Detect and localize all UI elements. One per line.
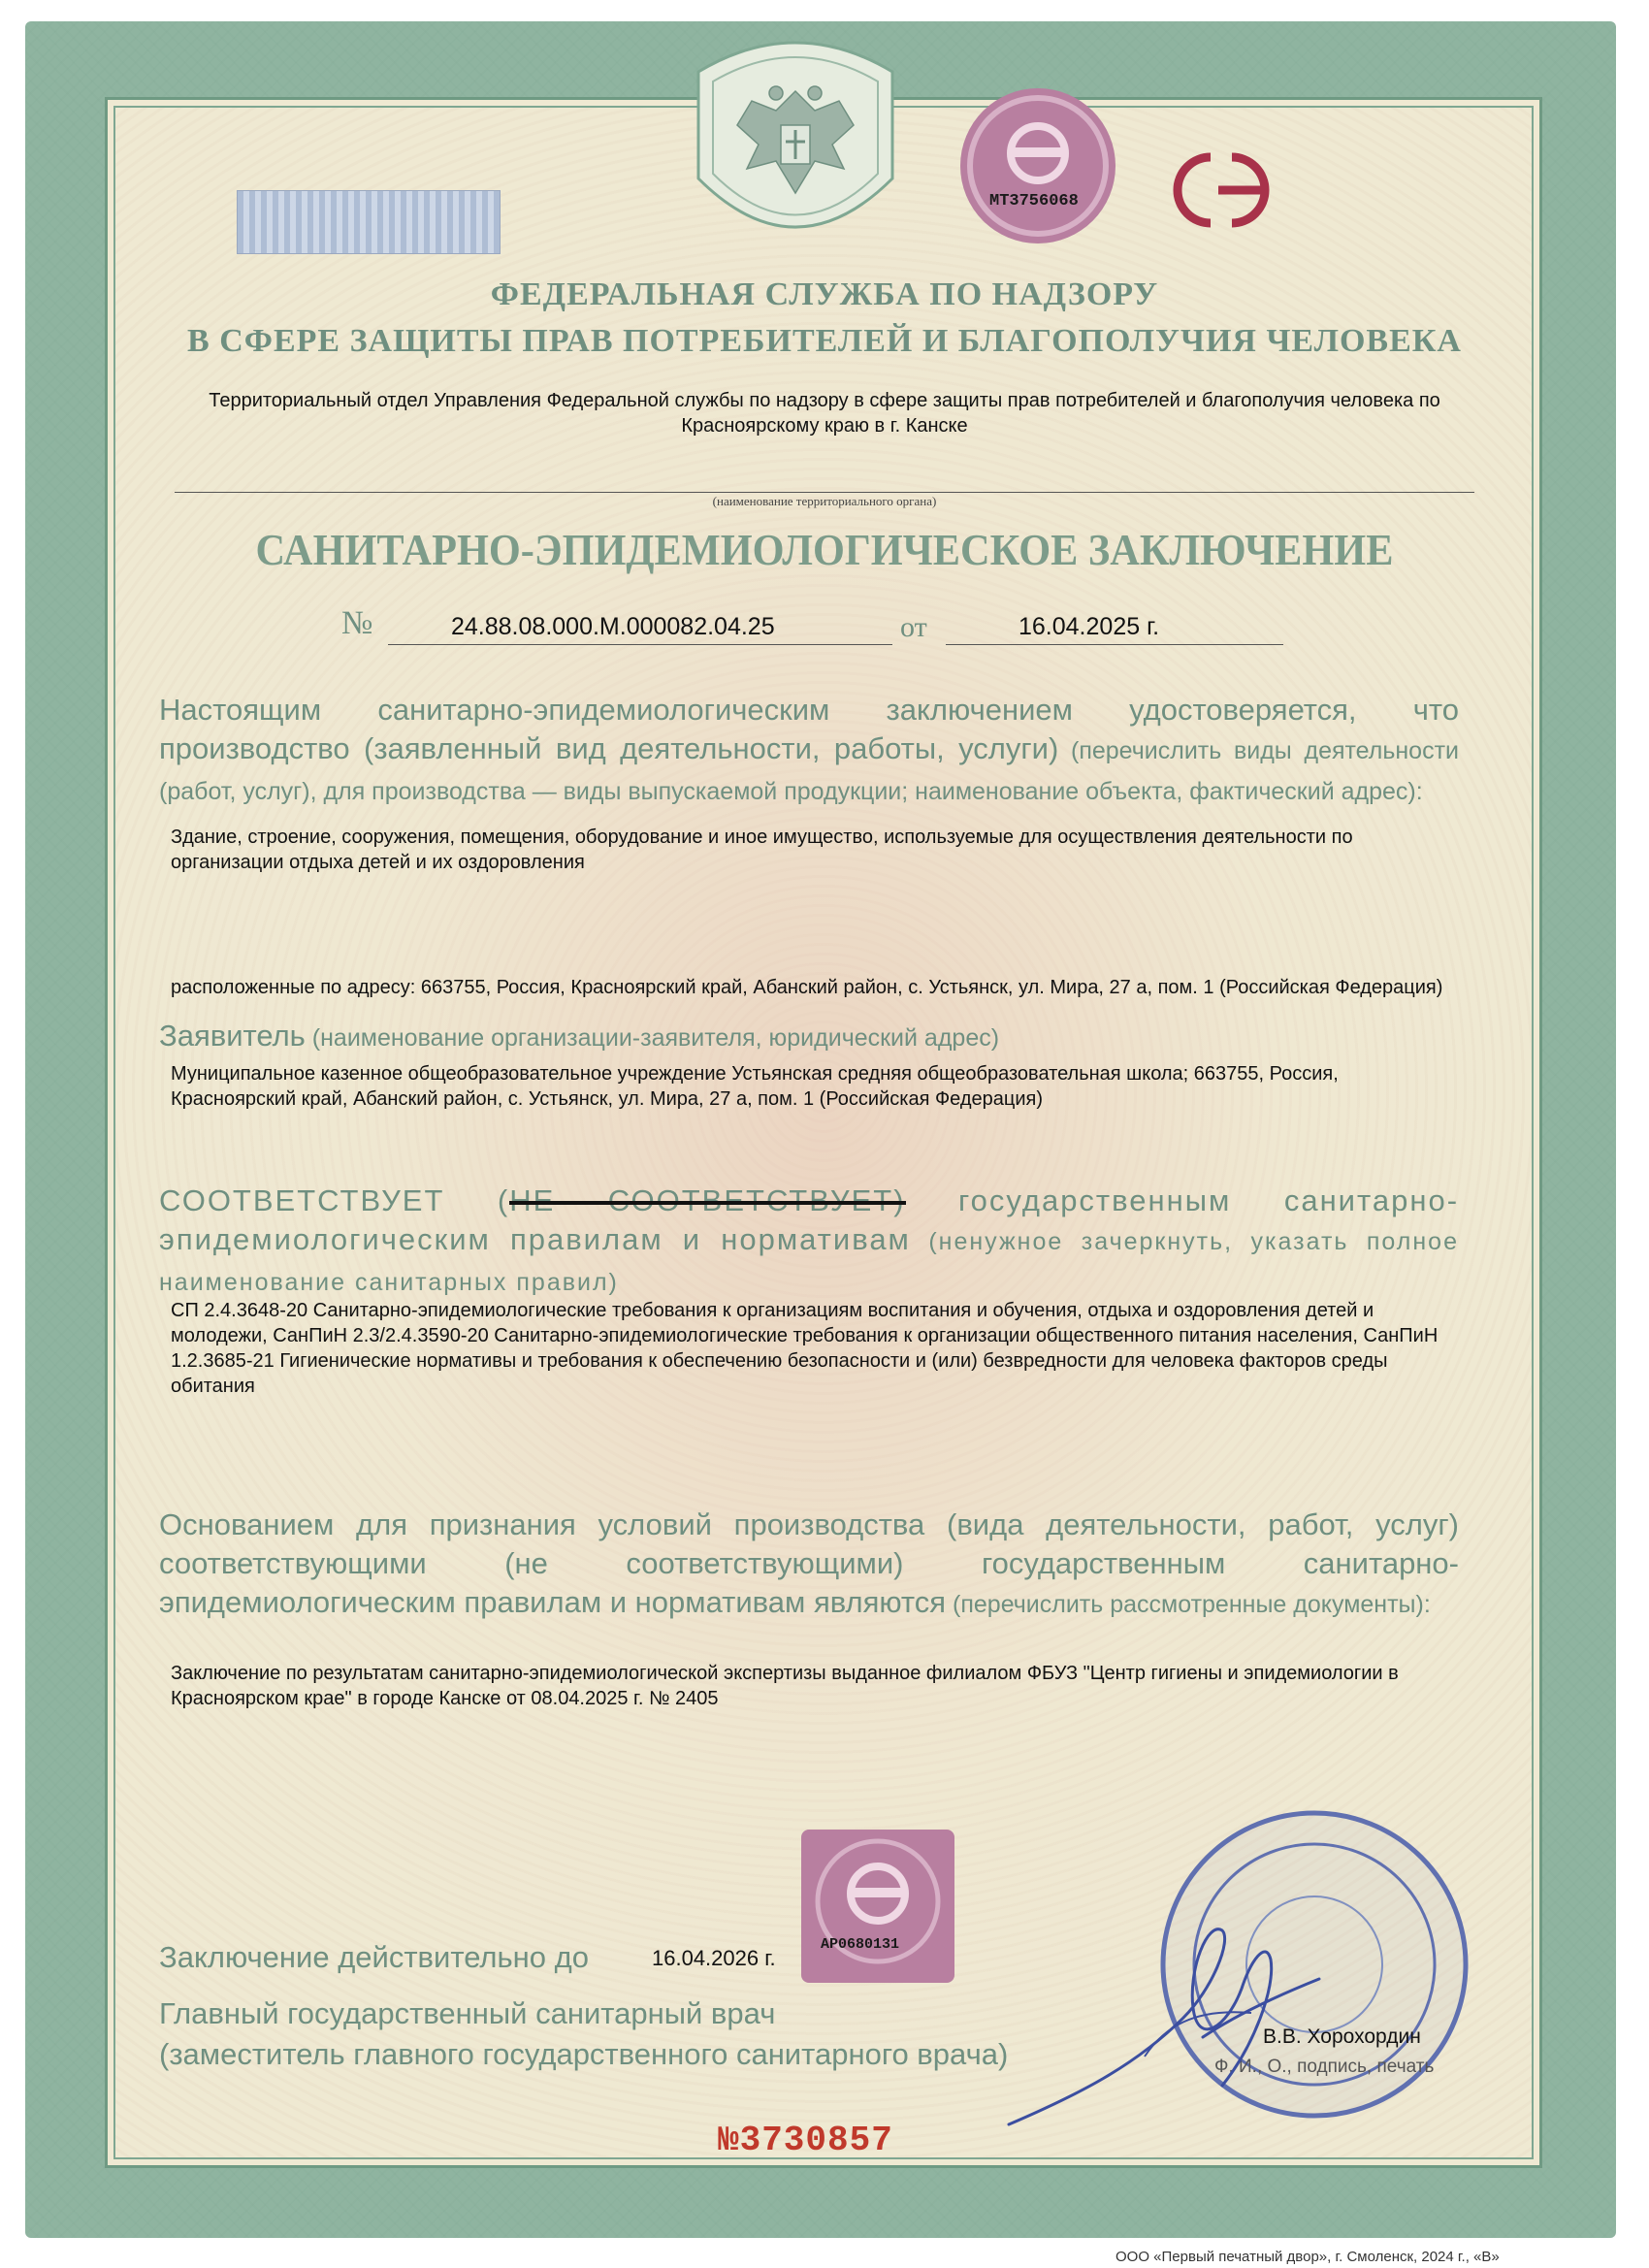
section3-hint: (перечислить рассмотренные документы): (946, 1591, 1431, 1618)
validity-label: Заключение действительно до (159, 1940, 589, 1974)
section2-hint: (ненужное зачеркнуть, указать полное наименование санитарных правил) (159, 1228, 1459, 1296)
territorial-body-caption: (наименование территориального органа) (712, 494, 937, 508)
object-address: расположенные по адресу: 663755, Россия, Красноярский край, Абанский район, с. Устьянск, ул. Мира, 27 а, пом. 1 (Российская Федерация) (171, 977, 1443, 998)
date-underline (946, 644, 1283, 645)
agency-name-line1: ФЕДЕРАЛЬНАЯ СЛУЖБА ПО НАДЗОРУ (490, 276, 1159, 312)
hologram-strip (237, 190, 501, 254)
top-security-seal (955, 83, 1120, 248)
territorial-body-underline (175, 492, 1474, 493)
basis-documents: Заключение по результатам санитарно-эпидемиологической экспертизы выданное филиалом ФБУЗ "Центр гигиены и эпидемиологии в Красноярском крае" в городе Канске от 08.04.2025 г. № 2405 (171, 1663, 1399, 1709)
territorial-body: Территориальный отдел Управления Федеральной службы по надзору в сфере защиты прав потребителей и благополучия человека по Красноярскому краю в г. Канске (209, 390, 1440, 437)
section1-statement (159, 691, 1459, 811)
signature-caption: Ф. И., О., подпись, печать (1214, 2057, 1435, 2077)
sanitary-epidemiological-logo (1150, 144, 1296, 237)
number-underline (388, 644, 892, 645)
double-headed-eagle-emblem (669, 33, 922, 256)
section3-lead: Основанием для признания условий производства (вида деятельности, работ, услуг) соответствующими (не соответствующими) государственным санитарно-эпидемиологическим правилам и нормативам являются (159, 1507, 1459, 1619)
bottom-seal-code: АР0680131 (821, 1936, 900, 1953)
applicant-hint: (наименование организации-заявителя, юридический адрес) (305, 1024, 1000, 1052)
bottom-security-seal (795, 1824, 960, 1989)
section2-statement (159, 1182, 1459, 1302)
applicant-value: Муниципальное казенное общеобразовательное учреждение Устьянская средняя общеобразовательная школа; 663755, Россия, Красноярский край, Абанский район, с. Устьянск, ул. Мира, 27 а, пом. 1 (Российская Федерация) (171, 1063, 1339, 1110)
document-title: САНИТАРНО-ЭПИДЕМИОЛОГИЧЕСКОЕ ЗАКЛЮЧЕНИЕ (255, 525, 1394, 574)
section1-value: Здание, строение, сооружения, помещения, оборудование и иное имущество, используемые для осуществления деятельности по организации отдыха детей и их оздоровления (171, 826, 1353, 873)
section2-lead: государственным санитарно-эпидемиологическим правилам и нормативам (159, 1183, 1460, 1256)
section3-statement (159, 1506, 1459, 1624)
certificate-number: 24.88.08.000.М.000082.04.25 (451, 613, 775, 640)
top-seal-code: МТ3756068 (989, 192, 1079, 211)
signatory-title-line1: Главный государственный санитарный врач (159, 1996, 776, 2030)
section1-lead: Настоящим санитарно-эпидемиологическим заключением удостоверяется, что производство (заявленный вид деятельности, работы, услуги) (159, 693, 1459, 765)
handwritten-signature (999, 1901, 1368, 2144)
sanitary-rules-list: СП 2.4.3648-20 Санитарно-эпидемиологические требования к организациям воспитания и обучения, отдыха и оздоровления детей и молодежи, СанПиН 2.3/2.4.3590-20 Санитарно-эпидемиологические требования к организации общественного питания населения, СанПиН 1.2.3685-21 Гигиенические нормативы и требования к обеспечению безопасности и (или) безвредности для человека факторов среды обитания (171, 1300, 1439, 1397)
printer-imprint: ООО «Первый печатный двор», г. Смоленск, 2024 г., «В» (1116, 2249, 1500, 2265)
complies-label: СООТВЕТСТВУЕТ ( (159, 1183, 510, 1217)
signatory-title-line2: (заместитель главного государственного санитарного врача) (159, 2037, 1009, 2071)
not-complies-struck: НЕ СООТВЕТСТВУЕТ) (509, 1183, 906, 1217)
from-label: от (900, 611, 927, 643)
issue-date: 16.04.2025 г. (1018, 613, 1160, 640)
number-label: № (341, 605, 373, 641)
signatory-name: В.В. Хорохордин (1263, 2025, 1421, 2048)
section1-hint: (перечислить виды деятельности (работ, услуг), для производства — виды выпускаемой продукции; наименование объекта, фактический адрес): (159, 737, 1459, 805)
form-serial-number: №3730857 (718, 2121, 893, 2160)
applicant-label: Заявитель (159, 1019, 306, 1053)
agency-name-line2: В СФЕРЕ ЗАЩИТЫ ПРАВ ПОТРЕБИТЕЛЕЙ И БЛАГОПОЛУЧИЯ ЧЕЛОВЕКА (187, 323, 1462, 359)
applicant-heading (159, 1017, 1459, 1057)
validity-date: 16.04.2026 г. (652, 1946, 776, 1970)
